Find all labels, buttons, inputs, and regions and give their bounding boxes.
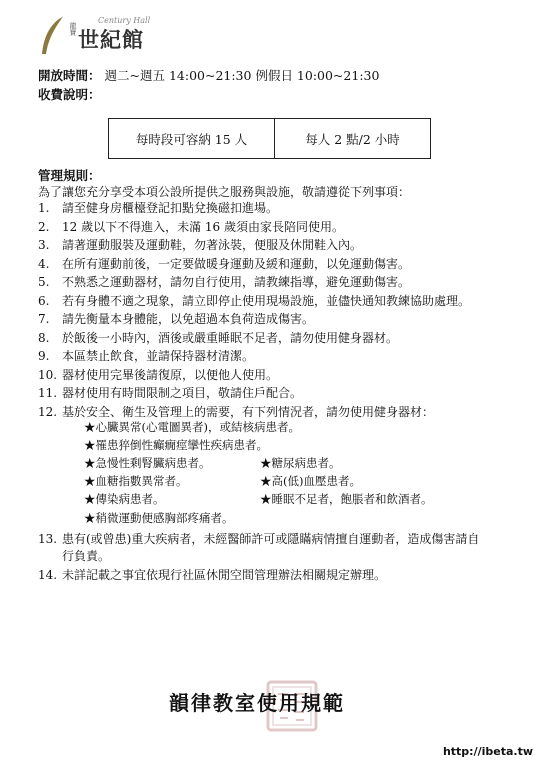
footer-title: 韻律教室使用規範 bbox=[169, 691, 345, 715]
hours-label: 開放時間： bbox=[38, 68, 101, 83]
list-item bbox=[38, 236, 508, 255]
condition-sleep: ★睡眠不足者，飽脹者和飲酒者。 bbox=[260, 492, 433, 506]
item-text: 器材使用完畢後請復原，以便他人使用。 bbox=[62, 367, 279, 382]
item-number: 9. bbox=[38, 349, 50, 363]
logo-small-text: 龍寶 bbox=[69, 22, 77, 36]
quill-icon bbox=[38, 14, 68, 58]
rules-intro: 為了讓您充分享受本項公設所提供之服務與設施，敬請遵從下列事項： bbox=[38, 185, 411, 199]
item-text: 本區禁止飲食，並請保持器材清潔。 bbox=[62, 349, 255, 363]
item-number: 1. bbox=[38, 201, 50, 215]
item-text: 請先衡量本身體能，以免超過本負荷造成傷害。 bbox=[62, 312, 315, 326]
price-cell: 每人 2 點/2 小時 bbox=[275, 119, 431, 159]
list-item bbox=[38, 329, 508, 348]
item-text: 於飯後一小時內，酒後或嚴重睡眠不足者，請勿使用健身器材。 bbox=[62, 330, 399, 345]
item-number: 11. bbox=[38, 386, 58, 400]
item-text: 若有身體不適之現象，請立即停止使用現場設施，並儘快通知教練協助處理。 bbox=[62, 293, 471, 308]
item-number: 6. bbox=[38, 293, 50, 308]
watermark-url: http://ibeta.tw bbox=[442, 745, 533, 758]
condition-blood-sugar: ★血糖指數異常者。 bbox=[84, 474, 188, 488]
item-number: 5. bbox=[38, 275, 50, 289]
item-number: 3. bbox=[38, 238, 50, 252]
list-item bbox=[38, 273, 508, 292]
item-text: 不熟悉之運動器材，請勿自行使用，請教練指導，避免運動傷害。 bbox=[62, 275, 411, 289]
condition-epilepsy: ★罹患猝倒性癲癇痙攣性疾病患者。 bbox=[84, 438, 268, 452]
condition-heart: ★心臟異常(心電圖異者)，或結核病患者。 bbox=[84, 420, 300, 434]
item-text: 器材使用有時間限制之項目，敬請住戶配合。 bbox=[62, 386, 303, 400]
logo-script-text: Century Hall bbox=[98, 16, 151, 25]
list-item bbox=[38, 310, 508, 329]
item-number: 12. bbox=[38, 404, 58, 419]
logo-name: 世紀館 bbox=[78, 27, 144, 52]
item-text: 請著運動服裝及運動鞋，勿著泳裝，便服及休閒鞋入內。 bbox=[62, 238, 363, 252]
item-text: 基於安全、衛生及管理上的需要，有下列情況者，請勿使用健身器材： bbox=[62, 404, 435, 419]
capacity-cell: 每時段可容納 15 人 bbox=[109, 119, 275, 159]
rule-14 bbox=[38, 566, 508, 583]
list-item bbox=[38, 218, 508, 237]
condition-blood-pressure: ★高(低)血壓患者。 bbox=[260, 474, 361, 488]
hours-text: 週二~週五 14:00~21:30 例假日 10:00~21:30 bbox=[104, 68, 380, 83]
item-number: 7. bbox=[38, 312, 50, 326]
list-item bbox=[38, 255, 508, 274]
list-item bbox=[38, 199, 508, 218]
fee-table-row bbox=[109, 119, 431, 159]
rule-13 bbox=[38, 530, 508, 547]
condition-kidney: ★急慢性剩腎臟病患者。 bbox=[84, 456, 211, 470]
list-item bbox=[38, 366, 508, 385]
item-text: 患有(或曾患)重大疾病者，未經醫師許可或隱瞞病情擅自運動者，造成傷害請自 bbox=[62, 532, 480, 546]
fee-label: 收費說明： bbox=[38, 87, 101, 102]
item-number: 4. bbox=[38, 256, 50, 271]
item-text: 在所有運動前後，一定要做暖身運動及緩和運動，以免運動傷害。 bbox=[62, 256, 411, 271]
item-text: 未詳記載之事宜依現行社區休閒空間管理辦法相關規定辦理。 bbox=[62, 568, 387, 582]
list-item bbox=[38, 347, 508, 366]
condition-chest-pain: ★稍微運動便感胸部疼痛者。 bbox=[84, 511, 234, 525]
item-number: 13. bbox=[38, 532, 58, 546]
list-item bbox=[38, 384, 508, 403]
opening-hours bbox=[38, 66, 379, 84]
list-item bbox=[38, 292, 508, 311]
rules-title: 管理規則： bbox=[38, 168, 101, 183]
rule-13-continued: 行負責。 bbox=[62, 549, 111, 563]
logo bbox=[38, 14, 188, 58]
item-text: 12 歲以下不得進入，未滿 16 歲須由家長陪同使用。 bbox=[62, 219, 344, 234]
item-text: 請至健身房櫃檯登記扣點兌換磁扣進場。 bbox=[62, 201, 279, 215]
item-number: 8. bbox=[38, 330, 50, 345]
condition-diabetes: ★糖尿病患者。 bbox=[260, 456, 341, 470]
item-number: 14. bbox=[38, 568, 58, 582]
rules-list bbox=[38, 199, 508, 421]
condition-infectious: ★傳染病患者。 bbox=[84, 492, 165, 506]
fee-table bbox=[108, 118, 431, 159]
fee-section bbox=[38, 85, 101, 103]
item-number: 2. bbox=[38, 219, 50, 234]
item-number: 10. bbox=[38, 367, 58, 382]
